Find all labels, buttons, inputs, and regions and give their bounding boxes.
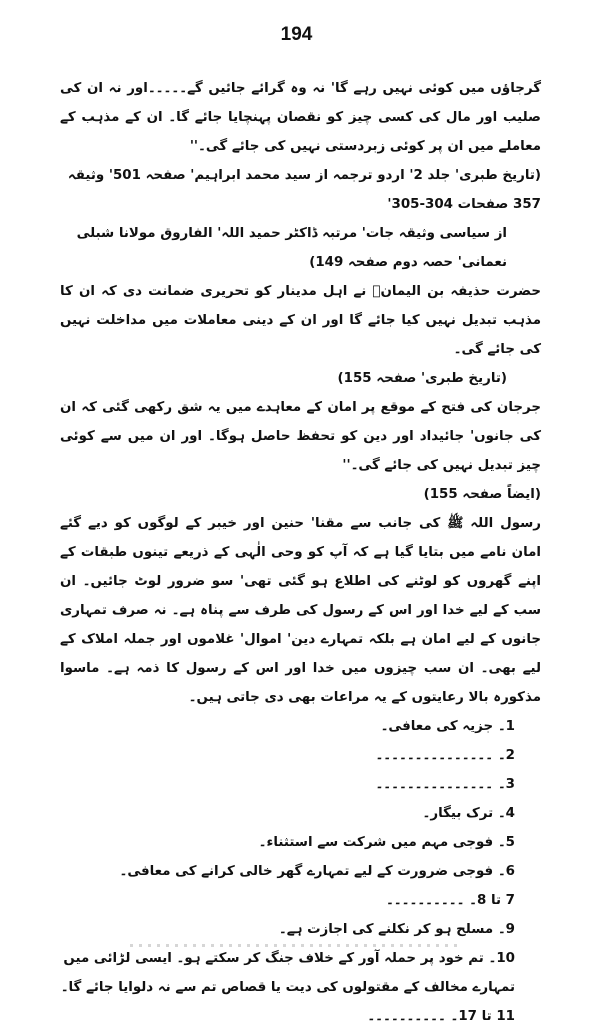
list-item (60, 799, 541, 828)
citation-ibid: (ایضاً صفحہ 155) (423, 487, 541, 502)
list-item (60, 770, 541, 799)
list-item (60, 944, 541, 1002)
list-item-text: فوجی مہم میں شرکت سے استثناء۔ (258, 835, 494, 850)
page-number: 194 (280, 24, 313, 45)
list-item-number: 1۔ (497, 719, 515, 734)
concessions-list (60, 712, 541, 1031)
list-item-text: ۔۔۔۔۔۔۔۔۔۔۔۔۔۔۔ (375, 777, 494, 792)
paragraph-prophet-amannama: رسول اللہ ﷺ کی جانب سے مقنا' حنین اور خیبر کے لوگوں کو دیے گئے امان نامے میں بتایا گیا ہے کہ آپ کو وحی الٰہی کے ذریعے تینوں طبقات کے اپنے گھروں کو لوٹنے کی اطلاع ہو گئی تھی' سو ضرور لوٹ جائیں۔ ان سب کے لیے خدا اور اس کے رسول کی طرف سے پناہ ہے۔ نہ صرف تمہاری جانوں کے لیے امان ہے بلکہ تمہارے دین' اموال' غلاموں اور جملہ املاک کے لیے بھی۔ ان سب چیزوں میں خدا اور اس کے رسول کا ذمہ ہے۔ ماسوا مذکورہ بالا رعایتوں کے یہ مراعات بھی دی جاتی ہیں۔ (60, 516, 541, 705)
citation-tabari-2: (تاریخ طبری' صفحہ 155) (337, 371, 507, 386)
paragraph-quote-churches: گرجاؤں میں کوئی نہیں رہے گا' نہ وہ گرائے جائیں گے۔۔۔۔۔اور نہ ان کی صلیب اور مال کی کسی چیز کو نقصان پہنچایا جائے گا۔ ان کے مذہب کے معاملے میں ان پر کوئی زبردستی نہیں کی جائے گی۔'' (60, 81, 541, 154)
citation-tabari-1: (تاریخ طبری' جلد 2' اردو ترجمہ از سید محمد ابراہیم' صفحہ 501' وثیقہ 357 صفحات 304-305' (67, 168, 541, 212)
list-item-number: 5۔ (497, 835, 515, 850)
list-item-text: جزیہ کی معافی۔ (380, 719, 494, 734)
citation-political-documents: از سیاسی وثیقہ جات' مرتبہ ڈاکٹر حمید اللہ' الفاروق مولانا شبلی نعمانی' حصہ دوم صفحہ 149) (76, 226, 507, 270)
scan-artifact (130, 944, 460, 947)
list-item-number: 3۔ (497, 777, 515, 792)
list-item-text: تم خود پر حملہ آور کے خلاف جنگ کر سکتے ہو۔ ایسی لڑائی میں تمہارے مخالف کے مقتولوں کی دیت یا قصاص تم سے نہ دلوایا جائے گا۔ (60, 951, 515, 995)
list-item-text: مسلح ہو کر نکلنے کی اجازت ہے۔ (278, 922, 494, 937)
list-item-number: 7 تا 8۔ (469, 893, 515, 908)
list-item-number: 9۔ (497, 922, 515, 937)
list-item (60, 1002, 541, 1031)
list-item-number: 6۔ (497, 864, 515, 879)
list-item-text: ۔۔۔۔۔۔۔۔۔۔ (385, 893, 465, 908)
list-item (60, 741, 541, 770)
list-item-text: فوجی ضرورت کے لیے تمہارے گھر خالی کرانے کی معافی۔ (119, 864, 494, 879)
list-item (60, 886, 541, 915)
list-item-number: 10۔ (488, 951, 515, 966)
list-item (60, 712, 541, 741)
paragraph-hudhaifa: حضرت حذیفہ بن الیمانؓ نے اہل مدینار کو تحریری ضمانت دی کہ ان کا مذہب تبدیل نہیں کیا جائے گا اور ان کے دینی معاملات میں مداخلت نہیں کی جائے گی۔ (60, 284, 541, 357)
list-item-text: ۔۔۔۔۔۔۔۔۔۔ (367, 1009, 446, 1024)
list-item-number: 11 تا 17۔ (450, 1009, 515, 1024)
list-item-text: ترک بیگار۔ (422, 806, 494, 821)
list-item-number: 4۔ (497, 806, 515, 821)
page-body (60, 74, 541, 1031)
paragraph-jurjan: جرجان کی فتح کے موقع پر امان کے معاہدے میں یہ شق رکھی گئی کہ ان کی جانوں' جائیداد اور دین کو تحفظ حاصل ہوگا۔ اور ان میں سے کوئی چیز تبدیل نہیں کی جائے گی۔'' (60, 400, 541, 473)
list-item (60, 857, 541, 886)
list-item-number: 2۔ (497, 748, 515, 763)
list-item-text: ۔۔۔۔۔۔۔۔۔۔۔۔۔۔۔ (375, 748, 494, 763)
list-item (60, 828, 541, 857)
list-item (60, 915, 541, 944)
